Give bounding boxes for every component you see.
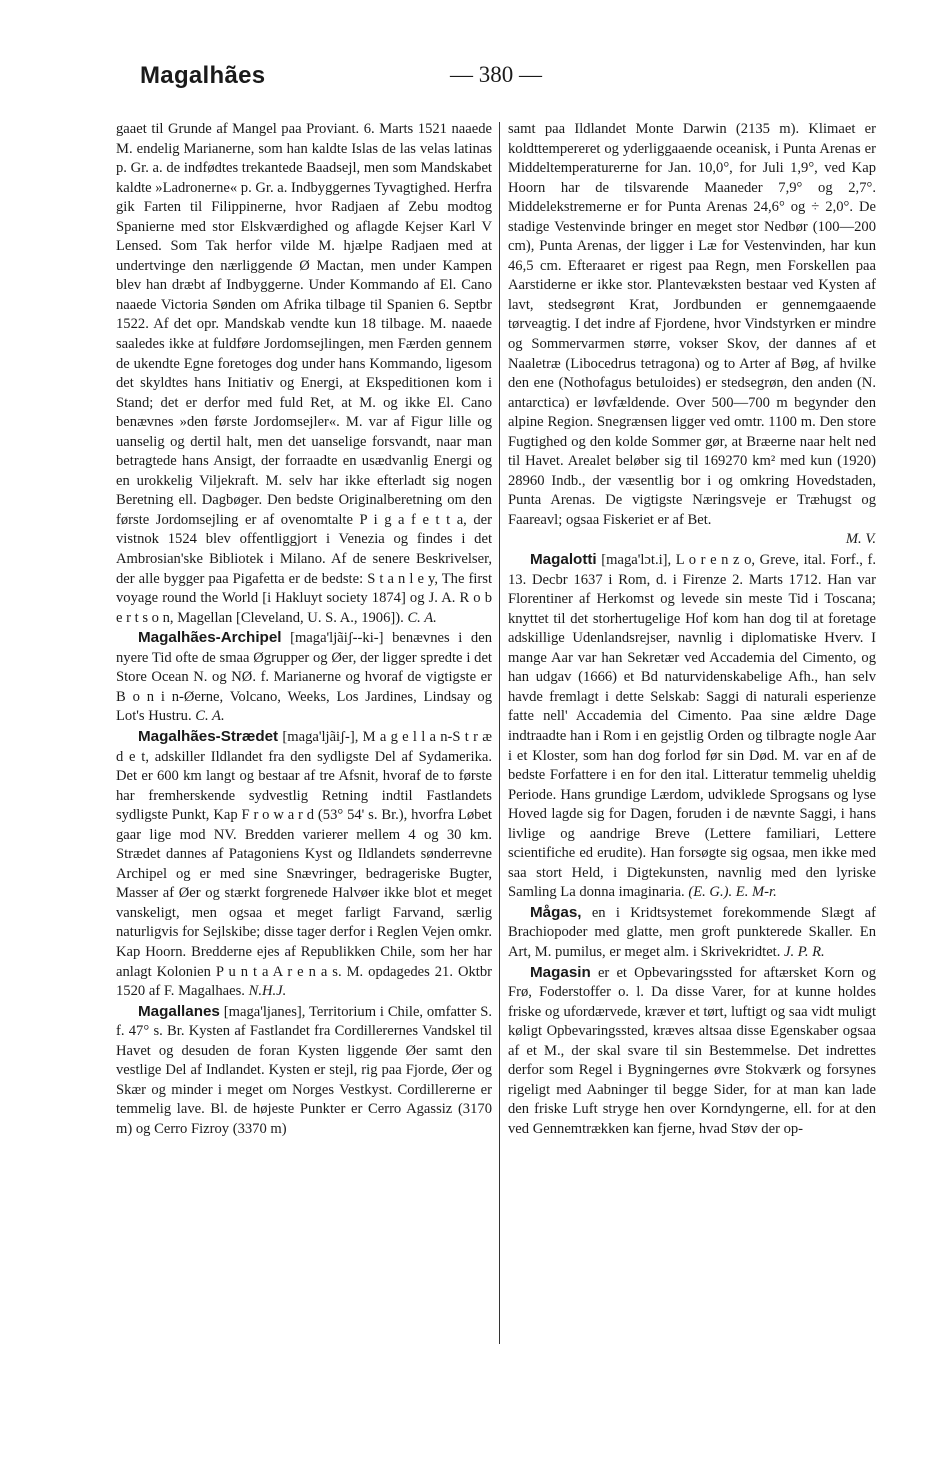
entry-continuation	[116, 120, 492, 628]
entry-magalhaes-straedet	[116, 727, 492, 1002]
entry-headword: Magalhães-Strædet	[138, 727, 279, 745]
entry-pronunciation: [maga'ljanes],	[223, 1003, 306, 1020]
entry-pronunciation: [maga'ljãiʃ--ki-]	[290, 630, 384, 647]
entry-magas	[508, 903, 876, 963]
author-signature: J. P. R.	[784, 943, 825, 960]
entry-magasin	[508, 963, 876, 1140]
entry-magalhaes-archipel	[116, 628, 492, 727]
author-signature: N.H.J.	[248, 983, 287, 1000]
entry-text: [maga'lɔt.i], L o r e n z o, Greve, ital. Forf., f. 13. Decbr 1637 i Rom, d. i Firenze 2. Marts 1712. Han var Florentiner af Herkomst og levede sin meste Tid i Toscana; knyttet til det storhertugelige Hof kom han dog til at foretage adskillige Udenlandsrejser, navnlig i diplomatiske Hverv. I mange Aar var han Sekretær ved Accademia del Cimento, og han udgav (1666) et Bd naturvidenskabelige Afh., han selv havde fremlagt i dette Selskab: Saggi di naturali esperienze fatte nell' Accademia del Cimento. Paa sine ældre Dage indtraadte han i Rom i en gejstlig Orden og tilbragte nogle Aar i et Kloster, som han dog forlod før sin Død. M. var en af de bedste Forfattere i en for den ital. Litteratur temmelig uheldig Periode. Hans grundige Lærdom, udviklede Sprogsans og lyse Hoved lagde sig for Dagen, foruden i de nævnte Saggi, i hans livlige og aandrige Breve (Lettere familiari, Lettere scientifiche ed erudite). Han forsøgte sig ogsaa, men ikke med saa stort Held, i Digtekunsten, navnlig med den lyriske Samling La donna imaginaria.	[508, 552, 876, 901]
right-column	[508, 120, 876, 1139]
entry-headword: Mågas,	[530, 903, 582, 921]
entry-text: samt paa Ildlandet Monte Darwin (2135 m). Klimaet er koldttempereret og yderliggaaende oceanisk, i Punta Arenas er Middeltemperaturerne for Jan. 10,0°, for Juli 1,9°, ved Kap Hoorn har de tilsvarende Maaneder 7,9° og 2,7°. Middelekstremerne er for Punta Arenas 24,6° og ÷ 2,0°. De stadige Vestenvinde bringer en meget stor Nedbør (100—200 cm), Punta Arenas, der ligger i Læ for Vestenvinden, har kun 46,5 cm. Efteraaret er rigest paa Regn, men Forskellen paa Aarstiderne er ikke stor. Plantevæksten bestaar ved Kysten af lavt, stedsegrønt Krat, Jordbunden er gennemgaaende tørveagtig. I det indre af Fjordene, hvor Vindstyrken er mindre og Sommervarmen større, vokser Skov, der dannes af et Naaletræ (Libocedrus tetragona) og to Arter af Bøg, af hvilke den ene (Nothofagus betuloides) er stedsegrøn, den anden (N. antarctica) er løvfældende. Over 500—700 m begynder den alpine Region. Snegrænsen ligger ved omtr. 1100 m. Den store Fugtighed og den kolde Sommer gør, at Bræerne naar helt ned til Havet. Arealet beløber sig til 169270 km² med kun (1920) 28960 Indb., der væsentlig bor i og omkring Hovedstaden, Punta Arenas. De vigtigste Næringsveje er Træhugst og Faareavl; ogsaa Fiskeriet er af Bet.	[508, 121, 876, 528]
entry-headword: Magallanes	[138, 1002, 220, 1020]
entry-headword: Magalotti	[530, 551, 597, 569]
entry-text: en i Kridtsystemet forekommende Slægt af Brachiopoder med glatte, men groft punkterede Skaller. En Art, M. pumilus, er meget alm. i Skrivekridtet.	[508, 904, 876, 960]
left-column	[116, 120, 492, 1139]
entry-text: gaaet til Grunde af Mangel paa Proviant. 6. Marts 1521 naaede M. endelig Marianerne, som han kaldte Islas de las velas latinas p. Gr. a. de indfødtes trekantede Baadsejl, men som Mandskabet kaldte »Ladronerne« p. Gr. a. Indbyggernes Tyvagtighed. Herfra gik Farten til Filippinerne, hvor Radjaen af Zebu modtog Spanierne med stor Elskværdighed og aflagde Kejser Karl V Lensed. Som Tak herfor vilde M. hjælpe Radjaen med at undertvinge den nærliggende Ø Mactan, men under Kampen blev han dræbt af Indbyggerne. Under Kommando af El. Cano naaede Victoria Sønden om Afrika tilbage til Spanien 6. Septbr 1522. Af det opr. Mandskab vendte kun 18 tilbage. M. naaede saaledes ikke at fuldføre Jordomsejlingen, men Færden gennem de ukendte Egne foretoges dog under hans Kommando, ligesom det skyldtes hans Initiativ og Energi, at Ekspeditionen kom i Stand; det er derfor med fuld Ret, at M. og ikke El. Cano benævnes »den første Jordomsejler«. M. var af Figur lille og uanselig og dertil halt, men det uanselige forsvandt, naar man betragtede hans Ansigt, der forraadte en usædvanlig Energi og en urokkelig Viljekraft. M. selv har ikke efterladt sig nogen Beretning ell. Dagbøger. Den bedste Originalberetning om den første Jordomsejling er af ovenomtalte P i g a f e t t a, der vistnok 1524 blev offentliggjort i Venezia og findes i det Ambrosian'ske Bibliotek i Milano. Af de senere Beskrivelser, der alle bygger paa Pigafetta er de bedste: S t a n l e y, The first voyage round the World [i Hakluyt society 1874] og J. A. R o b e r t s o n, Magellan [Cleveland, U. S. A., 1906]).	[116, 121, 492, 626]
author-signature: C. A.	[407, 609, 437, 626]
entry-text: Territorium i Chile, omfatter S. f. 47° s. Br. Kysten af Fastlandet fra Cordillerernes Vandskel til Havet og desuden de foran Kysten liggende Øer samt den vestlige Del af Indlandet. Kysten er stejl, rig paa Fjorde, Øer og Skær og minder i meget om Norges Vestkyst. Cordillererne er temmelig lave. Bl. de højeste Punkter er Cerro Agassiz (3170 m) og Cerro Fizroy (3370 m)	[116, 1003, 492, 1137]
column-divider	[499, 122, 500, 1344]
author-signature: C. A.	[195, 708, 225, 725]
running-headword: Magalhães	[140, 62, 266, 89]
entry-continuation	[508, 120, 876, 550]
entry-magalotti	[508, 550, 876, 903]
entry-pronunciation: [maga'ljãiʃ-],	[282, 728, 359, 745]
entry-headword: Magasin	[530, 963, 591, 981]
entry-text: M a g e l l a n-S t r æ d e t, adskiller Ildlandet fra den sydligste Del af Sydamerika. Det er 600 km langt og bestaar af tre Afsnit, hvoraf de to første har fremherskende sydvestlig Retning indtil Fastlandets sydligste Punkt, Kap F r o w a r d (53° 54' s. Br.), hvorfra Løbet gaar lige mod NV. Bredden varierer mellem 4 og 30 km. Strædet dannes af Patagoniens Kyst og Ildlandets sønderrevne Archipel og er med sine Snævringer, bedrageriske Bugter, Masser af Øer og stærkt forgrenede Halvøer ikke blot et meget vanskeligt, men ogsaa et meget farligt Farvand, særlig naturligvis for Sejlskibe; disse tager derfor i Reglen Vejen omkr. Kap Hoorn. Bredderne ejes af Republikken Chile, som her har anlagt Kolonien P u n t a A r e n a s. M. opdagedes 21. Oktbr 1520 af F. Magalhaes.	[116, 728, 492, 1000]
entry-text: benævnes i den nyere Tid ofte de smaa Øgrupper og Øer, der ligger spredte i det Store Ocean N. og NØ. f. Marianerne og hvoraf de vigtigste er B o n i n-Øerne, Volcano, Weeks, Los Jardines, Lindsay og Lot's Hustru.	[116, 630, 492, 725]
entry-text: er et Opbevaringssted for aftærsket Korn og Frø, Foderstoffer o. l. Da disse Varer, for at kunne holdes friske og ufordærvede, kræver et tørt, luftigt og saa vidt muligt køligt Opbevaringssted, kræves altsaa disse Egenskaber ogsaa af et M., der skal svare til sin Bestemmelse. Det indrettes derfor som Regel i Bygningernes øvre Stokværk og forsynes rigeligt med Aabninger til begge Sider, for at man kan lade den friske Luft stryge hen over Korndyngerne, ell. for at den ved Gennemtrækken kan fjerne, hvad Støv der op-	[508, 964, 876, 1137]
page-header	[140, 62, 800, 96]
entry-magallanes	[116, 1002, 492, 1140]
author-signature: M. V.	[845, 531, 876, 548]
author-signature: (E. G.). E. M-r.	[688, 884, 777, 901]
page-number: — 380 —	[450, 62, 542, 87]
entry-headword: Magalhães-Archipel	[138, 629, 282, 647]
